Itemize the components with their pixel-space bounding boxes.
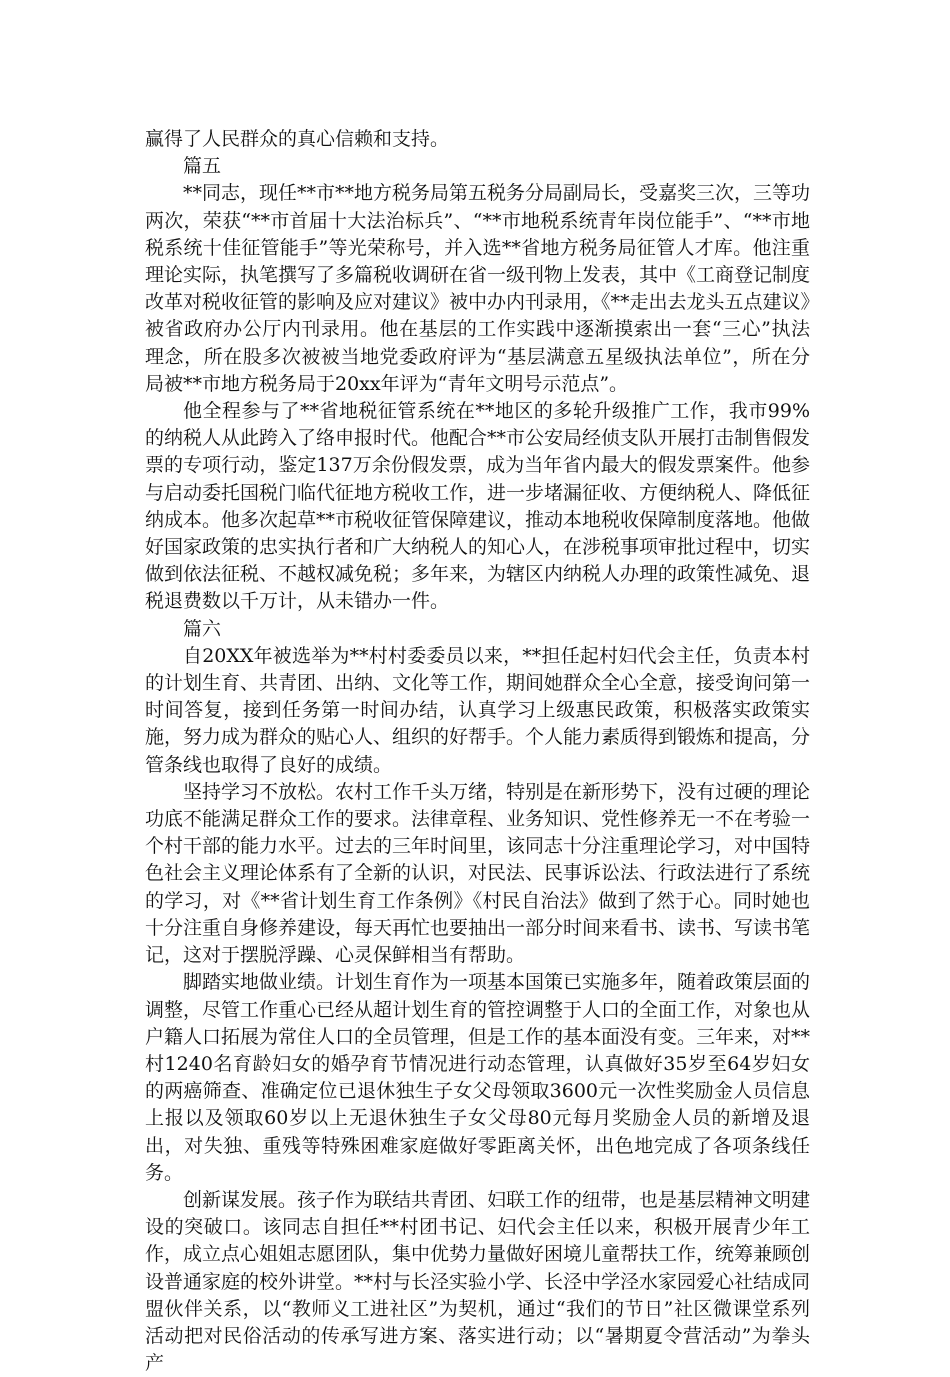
paragraph: 坚持学习不放松。农村工作千头万绪，特别是在新形势下，没有过硬的理论功底不能满足群众工作的要求。法律章程、业务知识、党性修养无一不在考验一个村干部的能力水平。过去的三年时间里，该同志十分注重理论学习，对中国特色社会主义理论体系有了全新的认识，对民法、民事诉讼法、行政法进行了系统的学习，对《**省计划生育工作条例》《村民自治法》做到了然于心。同时她也十分注重自身修养建设，每天再忙也要抽出一部分时间来看书、读书、写读书笔记，这对于摆脱浮躁、心灵保鲜相当有帮助。 — [145, 780, 811, 967]
paragraph: 创新谋发展。孩子作为联结共青团、妇联工作的纽带，也是基层精神文明建设的突破口。该同志自担任**村团书记、妇代会主任以来，积极开展青少年工作，成立点心姐姐志愿团队，集中优势力量做好困境儿童帮扶工作，统筹兼顾创设普通家庭的校外讲堂。**村与长泾实验小学、长泾中学泾水家园爱心社结成同盟伙伴关系，以“教师义工进社区”为契机，通过“我们的节日”社区微课堂系列活动把对民俗活动的传承写进方案、落实进行动；以“暑期夏令营活动”为拳头产 — [145, 1188, 811, 1375]
paragraph: 他全程参与了**省地税征管系统在**地区的多轮升级推广工作，我市99%的纳税人从此跨入了络申报时代。他配合**市公安局经侦支队开展打击制售假发票的专项行动，鉴定137万余份假发票，成为当年省内最大的假发票案件。他参与启动委托国税门临代征地方税收工作，进一步堵漏征收、方便纳税人、降低征纳成本。他多次起草**市税收征管保障建议，推动本地税收保障制度落地。他做好国家政策的忠实执行者和广大纳税人的知心人，在涉税事项审批过程中，切实做到依法征税、不越权减免税；多年来，为辖区内纳税人办理的政策性减免、退税退费数以千万计，从未错办一件。 — [145, 400, 811, 613]
section-heading-6: 篇六 — [183, 617, 222, 640]
paragraph: 自20XX年被选举为**村村委委员以来，**担任起村妇代会主任，负责本村的计划生育、共青团、出纳、文化等工作，期间她群众全心全意，接受询问第一时间答复，接到任务第一时间办结，认真学习上级惠民政策，积极落实政策实施，努力成为群众的贴心人、组织的好帮手。个人能力素质得到锻炼和提高，分管条线也取得了良好的成绩。 — [145, 644, 811, 776]
section-heading-5: 篇五 — [183, 155, 222, 178]
document-page — [145, 126, 810, 1377]
paragraph: **同志，现任**市**地方税务局第五税务分局副局长，受嘉奖三次，三等功两次，荣获“**市首届十大法治标兵”、“**市地税系统青年岗位能手”、“**市地税系统十佳征管能手”等光荣称号，并入选**省地方税务局征管人才库。他注重理论实际，执笔撰写了多篇税收调研在省一级刊物上发表，其中《工商登记制度改革对税收征管的影响及应对建议》被中办内刊录用，《**走出去龙头五点建议》被省政府办公厅内刊录用。他在基层的工作实践中逐渐摸索出一套“三心”执法理念，所在股多次被被当地党委政府评为“基层满意五星级执法单位”，所在分局被**市地方税务局于20xx年评为“青年文明号示范点”。 — [145, 182, 811, 395]
paragraph: 脚踏实地做业绩。计划生育作为一项基本国策已实施多年，随着政策层面的调整，尽管工作重心已经从超计划生育的管控调整于人口的全面工作，对象也从户籍人口拓展为常住人口的全员管理，但是工作的基本面没有变。三年来，对**村1240名育龄妇女的婚孕育节情况进行动态管理，认真做好35岁至64岁妇女的两癌筛查、准确定位已退休独生子女父母领取3600元一次性奖励金人员信息上报以及领取60岁以上无退休独生子女父母80元每月奖励金人员的新增及退出，对失独、重残等特殊困难家庭做好零距离关怀，出色地完成了各项条线任务。 — [145, 971, 811, 1184]
paragraph-continuation: 赢得了人民群众的真心信赖和支持。 — [145, 128, 450, 150]
